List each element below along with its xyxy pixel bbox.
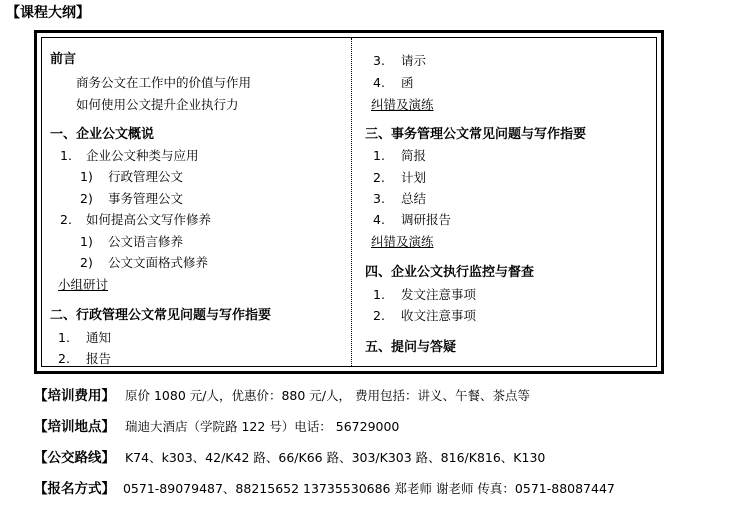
outline-item [373, 170, 426, 186]
outline-box [34, 30, 664, 374]
signup-text: 0571-89079487、88215652 13735530686 郑老师 谢老师 传真：0571-88087447 [122, 481, 615, 496]
item-text: 收文注意事项 [401, 308, 477, 323]
signup-label: 【报名方式】 [34, 481, 115, 497]
item-number: 1. [373, 148, 385, 163]
item-number: 4. [373, 75, 385, 90]
outline-item [373, 287, 476, 303]
item-text: 公文语言修养 [108, 234, 184, 249]
item-number: 2. [60, 212, 72, 227]
location-label: 【培训地点】 [34, 419, 115, 435]
outline-item [58, 351, 111, 367]
item-number: 4. [373, 212, 385, 227]
outline-inner-frame [41, 37, 657, 367]
item-number: 2. [58, 351, 70, 366]
outline-item [373, 191, 426, 207]
outline-item [373, 212, 451, 228]
outline-subitem [80, 169, 183, 185]
item-number: 1) [80, 169, 93, 184]
outline-item [373, 148, 426, 164]
item-number: 1. [58, 330, 70, 345]
item-text: 发文注意事项 [401, 287, 477, 302]
outline-item [60, 148, 199, 164]
fee-text: 原价 1080 元/人，优惠价：880 元/人， 费用包括：讲义、午餐、茶点等 [124, 388, 530, 403]
item-number: 2) [80, 255, 93, 270]
location-text: 瑞迪大酒店（学院路 122 号）电话： 56729000 [124, 419, 400, 434]
bus-text: K74、k303、42/K42 路、66/K66 路、303/K303 路、816/K816、K130 [124, 450, 546, 465]
outline-subitem [80, 255, 208, 271]
item-text: 报告 [86, 351, 112, 366]
section-heading: 【课程大纲】 [6, 5, 90, 21]
column-divider [351, 38, 352, 366]
section-1-title: 一、企业公文概说 [50, 127, 155, 142]
item-number: 2) [80, 191, 93, 206]
preface-item: 商务公文在工作中的价值与作用 [76, 75, 252, 90]
item-text: 请示 [401, 53, 427, 68]
item-text: 计划 [401, 170, 427, 185]
item-text: 总结 [401, 191, 427, 206]
preface-item: 如何使用公文提升企业执行力 [76, 97, 239, 112]
outline-item [60, 212, 211, 228]
outline-subitem [80, 234, 183, 250]
item-number: 2. [373, 170, 385, 185]
outline-subitem [80, 191, 183, 207]
item-number: 1) [80, 234, 93, 249]
item-text: 如何提高公文写作修养 [86, 212, 212, 227]
outline-item [373, 53, 426, 69]
correction-practice-link[interactable]: 纠错及演练 [371, 234, 434, 249]
section-5-title: 五、提问与答疑 [365, 340, 457, 355]
bus-label: 【公交路线】 [34, 450, 115, 466]
correction-practice-link[interactable]: 纠错及演练 [371, 97, 434, 112]
item-number: 3. [373, 53, 385, 68]
group-discussion-link[interactable]: 小组研讨 [58, 277, 109, 292]
preface-title: 前言 [50, 52, 77, 67]
item-text: 函 [401, 75, 414, 90]
bus-row [34, 449, 545, 467]
section-4-title: 四、企业公文执行监控与督查 [365, 265, 535, 280]
outline-item [373, 308, 476, 324]
fee-label: 【培训费用】 [34, 388, 115, 404]
item-text: 企业公文种类与应用 [86, 148, 199, 163]
item-text: 行政管理公文 [108, 169, 184, 184]
item-text: 公文文面格式修养 [108, 255, 209, 270]
location-row [34, 418, 399, 436]
fee-row [34, 387, 530, 405]
outline-item [373, 75, 414, 91]
item-text: 事务管理公文 [108, 191, 184, 206]
item-text: 简报 [401, 148, 427, 163]
item-number: 1. [60, 148, 72, 163]
item-number: 1. [373, 287, 385, 302]
item-number: 3. [373, 191, 385, 206]
item-text: 通知 [86, 330, 112, 345]
item-number: 2. [373, 308, 385, 323]
item-text: 调研报告 [401, 212, 452, 227]
signup-row [34, 480, 615, 498]
section-3-title: 三、事务管理公文常见问题与写作指要 [365, 127, 587, 142]
section-2-title: 二、行政管理公文常见问题与写作指要 [50, 308, 272, 323]
outline-item [58, 330, 111, 346]
